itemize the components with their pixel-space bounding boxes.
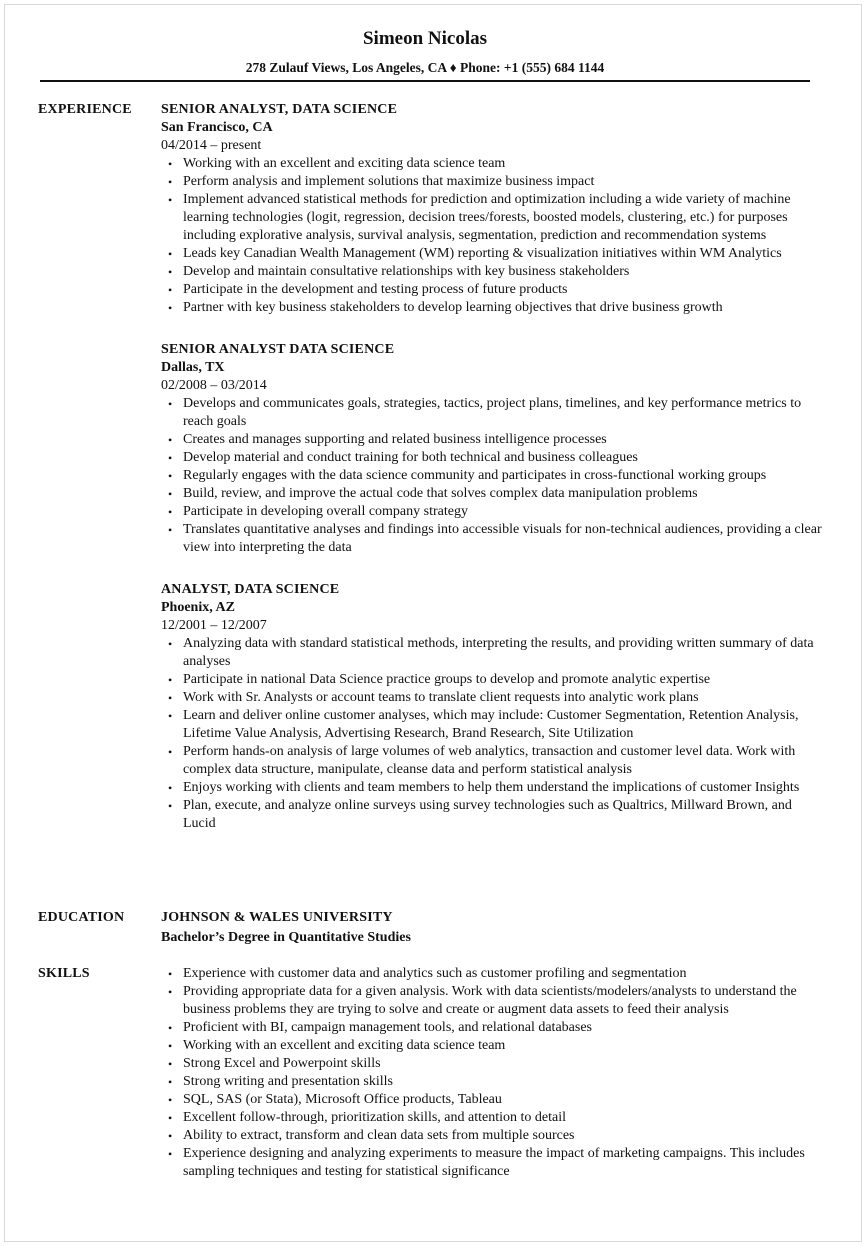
skill-item: • SQL, SAS (or Stata), Microsoft Office products, Tableau [161,1091,823,1109]
resume-header [40,26,810,77]
job-bullet: • Analyzing data with standard statistical methods, interpreting the results, and providing written summary of data analyses [161,635,823,671]
job-location: Dallas, TX [161,360,225,375]
job-bullet: • Participate in the development and testing process of future products [161,281,823,299]
skill-item: • Ability to extract, transform and clean data sets from multiple sources [161,1127,823,1145]
experience-label: EXPERIENCE [38,102,132,117]
candidate-name: Simeon Nicolas [362,28,488,49]
job-bullet: • Translates quantitative analyses and findings into accessible visuals for non-technical audiences, providing a clear view into interpreting the data [161,521,823,557]
job-dates: 04/2014 – present [161,138,262,153]
header-divider [40,80,810,82]
skill-item: • Excellent follow-through, prioritization skills, and attention to detail [161,1109,823,1127]
education-body [161,909,823,947]
skills-list [161,965,823,1181]
job-bullet: • Participate in national Data Science practice groups to develop and promote analytic expertise [161,671,823,689]
skill-item: • Experience designing and analyzing experiments to measure the impact of marketing campaigns. This includes sampling techniques and testing for statistical significance [161,1145,823,1181]
job-title: ANALYST, DATA SCIENCE [161,582,340,597]
job-bullet: • Build, review, and improve the actual code that solves complex data manipulation problems [161,485,823,503]
job-entry [161,581,823,833]
skills-body [161,965,823,1181]
degree: Bachelor’s Degree in Quantitative Studies [161,930,411,945]
job-location: San Francisco, CA [161,120,273,135]
job-bullet: • Creates and manages supporting and related business intelligence processes [161,431,823,449]
experience-body [161,101,823,857]
job-bullet: • Participate in developing overall company strategy [161,503,823,521]
school-name: JOHNSON & WALES UNIVERSITY [161,910,393,925]
skill-item: • Providing appropriate data for a given analysis. Work with data scientists/modelers/analysts to understand the business problems they are trying to solve and create or augment data assets to feed their analysis [161,983,823,1019]
job-bullet: • Learn and deliver online customer analyses, which may include: Customer Segmentation, Retention Analysis, Lifetime Value Analysis, Advertising Research, Brand Research, Site Utilization [161,707,823,743]
job-bullet: • Enjoys working with clients and team members to help them understand the implications of customer Insights [161,779,823,797]
job-location: Phoenix, AZ [161,600,235,615]
education-label: EDUCATION [38,910,125,925]
job-bullet: • Implement advanced statistical methods for prediction and optimization including a wide variety of machine learning technologies (logit, regression, decision trees/forests, boosted models, clustering, etc.) for purposes including explorative analysis, survival analysis, segmentation, prediction and recommendation systems [161,191,823,245]
job-bullet: • Develop and maintain consultative relationships with key business stakeholders [161,263,823,281]
job-bullet: • Develops and communicates goals, strategies, tactics, project plans, timelines, and key performance metrics to reach goals [161,395,823,431]
job-bullet: • Working with an excellent and exciting data science team [161,155,823,173]
job-entry [161,341,823,557]
skill-item: • Strong writing and presentation skills [161,1073,823,1091]
contact-line: 278 Zulauf Views, Los Angeles, CA ♦ Phone: +1 (555) 684 1144 [245,60,605,75]
skill-item: • Working with an excellent and exciting data science team [161,1037,823,1055]
job-bullet: • Plan, execute, and analyze online surveys using survey technologies such as Qualtrics, Millward Brown, and Lucid [161,797,823,833]
job-bullets [161,635,823,833]
job-bullets [161,395,823,557]
job-title: SENIOR ANALYST DATA SCIENCE [161,342,395,357]
skill-item: • Experience with customer data and analytics such as customer profiling and segmentation [161,965,823,983]
job-bullet: • Leads key Canadian Wealth Management (WM) reporting & visualization initiatives within WM Analytics [161,245,823,263]
job-dates: 12/2001 – 12/2007 [161,618,267,633]
job-bullet: • Regularly engages with the data science community and participates in cross-functional working groups [161,467,823,485]
job-bullet: • Perform hands-on analysis of large volumes of web analytics, transaction and customer level data. Work with complex data structure, manipulate, cleanse data and perform statistical analysis [161,743,823,779]
skills-label: SKILLS [38,966,90,981]
job-bullet: • Work with Sr. Analysts or account teams to translate client requests into analytic work plans [161,689,823,707]
job-dates: 02/2008 – 03/2014 [161,378,267,393]
job-bullet: • Develop material and conduct training for both technical and business colleagues [161,449,823,467]
job-bullets [161,155,823,317]
skill-item: • Strong Excel and Powerpoint skills [161,1055,823,1073]
job-entry [161,101,823,317]
skill-item: • Proficient with BI, campaign management tools, and relational databases [161,1019,823,1037]
job-bullet: • Perform analysis and implement solutions that maximize business impact [161,173,823,191]
job-title: SENIOR ANALYST, DATA SCIENCE [161,102,398,117]
job-bullet: • Partner with key business stakeholders to develop learning objectives that drive business growth [161,299,823,317]
